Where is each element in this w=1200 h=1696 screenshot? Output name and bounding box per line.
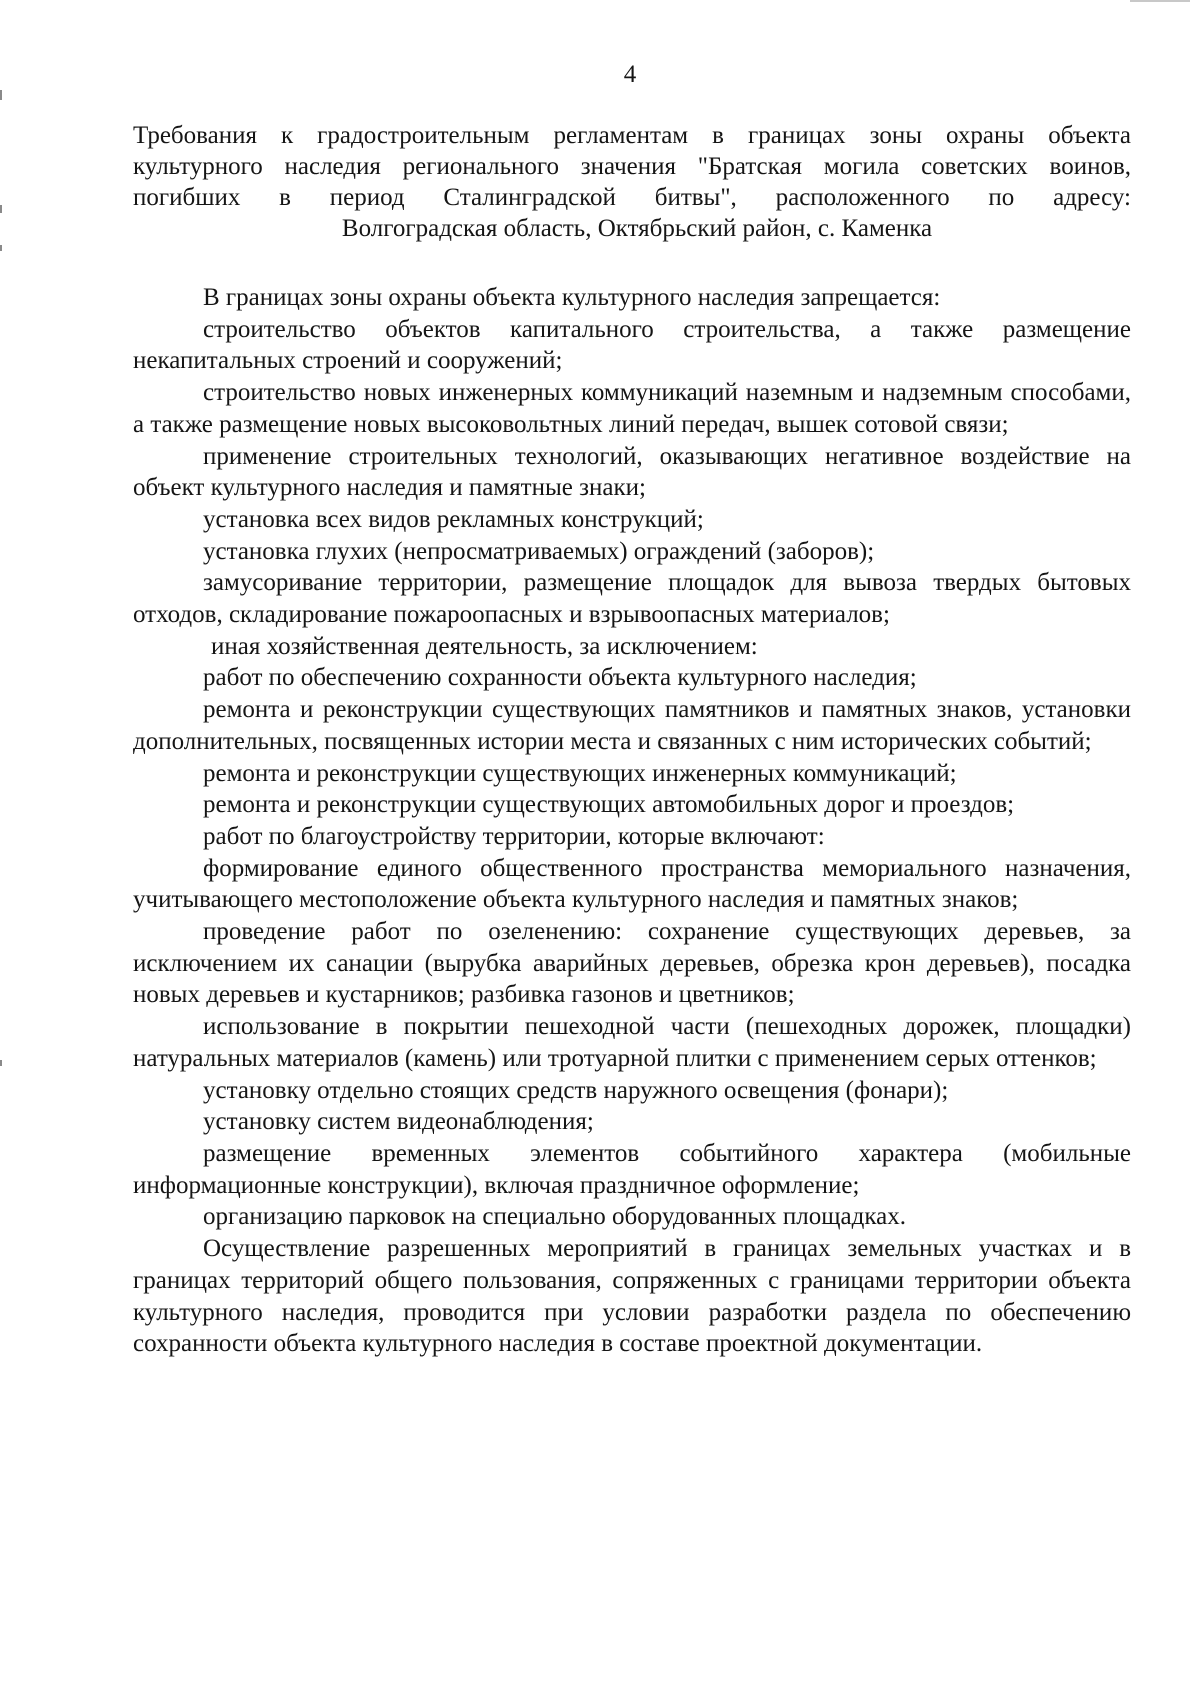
paragraph: установка всех видов рекламных конструкций; [203, 505, 704, 533]
paragraph: организацию парковок на специально оборудованных площадках. [203, 1203, 906, 1231]
paragraph: использование в покрытии пешеходной части (пешеходных дорожек, площадки) натуральных материалов (камень) или тротуарной плитки с применением серых оттенков; [133, 1013, 1131, 1072]
paragraph: строительство объектов капитального строительства, а также размещение некапитальных строений и сооружений; [133, 315, 1131, 375]
title-line: погибших в период Сталинградской битвы", расположенного по адресу: [133, 184, 1131, 211]
paragraph: замусоривание территории, размещение площадок для вывоза твердых бытовых отходов, складирование пожароопасных и взрывоопасных материалов; [133, 569, 1131, 629]
paragraph: ремонта и реконструкции существующих инженерных коммуникаций; [203, 759, 957, 787]
paragraph: строительство новых инженерных коммуникаций наземным и надземным способами, а также размещение новых высоковольтных линий передач, вышек сотовой связи; [133, 379, 1131, 438]
paragraph: Осуществление разрешенных мероприятий в границах земельных участках и в границах территорий общего пользования, сопряженных с границами территории объекта культурного наследия, проводится при условии разработки раздела по обеспечению сохранности объекта культурного наследия в составе проектной документации. [133, 1235, 1131, 1358]
paragraph: работ по благоустройству территории, которые включают: [203, 822, 825, 850]
paragraph: ремонта и реконструкции существующих автомобильных дорог и проездов; [203, 791, 1015, 819]
paragraph: проведение работ по озеленению: сохранение существующих деревьев, за исключением их санации (вырубка аварийных деревьев, обрезка крон деревьев), посадка новых деревьев и кустарников; разбивка газонов и цветников; [133, 918, 1131, 1009]
paragraph: иная хозяйственная деятельность, за исключением: [211, 632, 758, 660]
scan-edge-mark [0, 245, 2, 251]
paragraph: применение строительных технологий, оказывающих негативное воздействие на объект культурного наследия и памятные знаки; [133, 442, 1131, 502]
paragraph: установку систем видеонаблюдения; [203, 1108, 594, 1136]
document-body [133, 282, 1131, 1360]
title-line: Требования к градостроительным регламентам в границах зоны охраны объекта [133, 122, 1131, 149]
paragraph: работ по обеспечению сохранности объекта культурного наследия; [203, 664, 917, 692]
document-title [133, 120, 1131, 244]
scan-edge-mark [0, 205, 2, 213]
title-line: культурного наследия регионального значения "Братская могила советских воинов, [133, 153, 1131, 180]
paragraph: формирование единого общественного пространства мемориального назначения, учитывающего местоположение объекта культурного наследия и памятных знаков; [133, 854, 1131, 914]
paragraph: установку отдельно стоящих средств наружного освещения (фонари); [203, 1076, 949, 1104]
page-number: 4 [623, 61, 637, 88]
scan-edge-mark [0, 90, 2, 100]
scan-edge-mark [1130, 0, 1190, 2]
paragraph: В границах зоны охраны объекта культурного наследия запрещается: [203, 284, 941, 311]
title-line: Волгоградская область, Октябрьский район, с. Каменка [341, 215, 933, 242]
scan-edge-mark [0, 1060, 2, 1066]
paragraph: размещение временных элементов событийного характера (мобильные информационные конструкции), включая праздничное оформление; [133, 1139, 1131, 1199]
paragraph: ремонта и реконструкции существующих памятников и памятных знаков, установки дополнительных, посвященных истории места и связанных с ним исторических событий; [133, 696, 1131, 755]
paragraph: установка глухих (непросматриваемых) ограждений (заборов); [203, 537, 875, 565]
scan-edge-marks [0, 0, 3, 1696]
